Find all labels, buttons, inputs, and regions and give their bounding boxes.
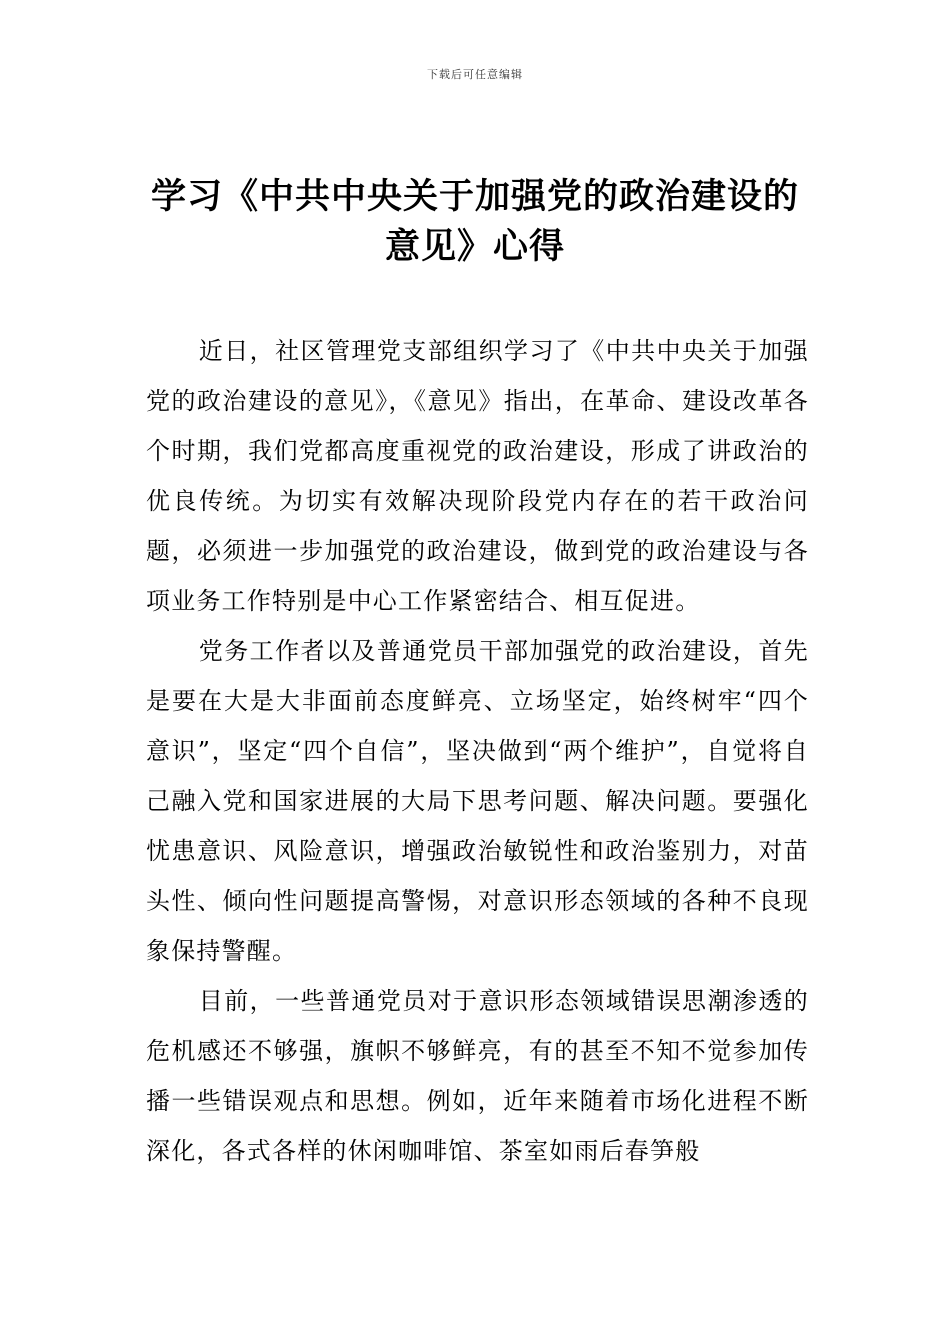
paragraph-1: 近日，社区管理党支部组织学习了《中共中央关于加强党的政治建设的意见》，《意见》指出，在革命、建设改革各个时期，我们党都高度重视党的政治建设，形成了讲政治的优良传统。为切实有效解决现阶段党内存在的若干政治问题，必须进一步加强党的政治建设，做到党的政治建设与各项业务工作特别是中心工作紧密结合、相互促进。	[146, 337, 809, 615]
document-body	[146, 326, 809, 1176]
document-title	[120, 172, 830, 272]
title-line-1: 学习《中共中央关于加强党的政治建设的	[150, 177, 799, 217]
paragraph-2: 党务工作者以及普通党员干部加强党的政治建设，首先是要在大是大非面前态度鲜亮、立场坚定，始终树牢“四个意识”，坚定“四个自信”，坚决做到“两个维护”，自觉将自己融入党和国家进展的大局下思考问题、解决问题。要强化忧患意识、风险意识，增强政治敏锐性和政治鉴别力，对苗头性、倾向性问题提高警惕，对意识形态领域的各种不良现象保持警醒。	[146, 637, 809, 965]
title-line-2: 意见》心得	[384, 227, 565, 267]
paragraph-3: 目前，一些普通党员对于意识形态领域错误思潮渗透的危机感还不够强，旗帜不够鲜亮，有的甚至不知不觉参加传播一些错误观点和思想。例如，近年来随着市场化进程不断深化，各式各样的休闲咖啡馆、茶室如雨后春笋般	[146, 987, 809, 1165]
page-header-note: 下载后可任意编辑	[427, 68, 523, 81]
